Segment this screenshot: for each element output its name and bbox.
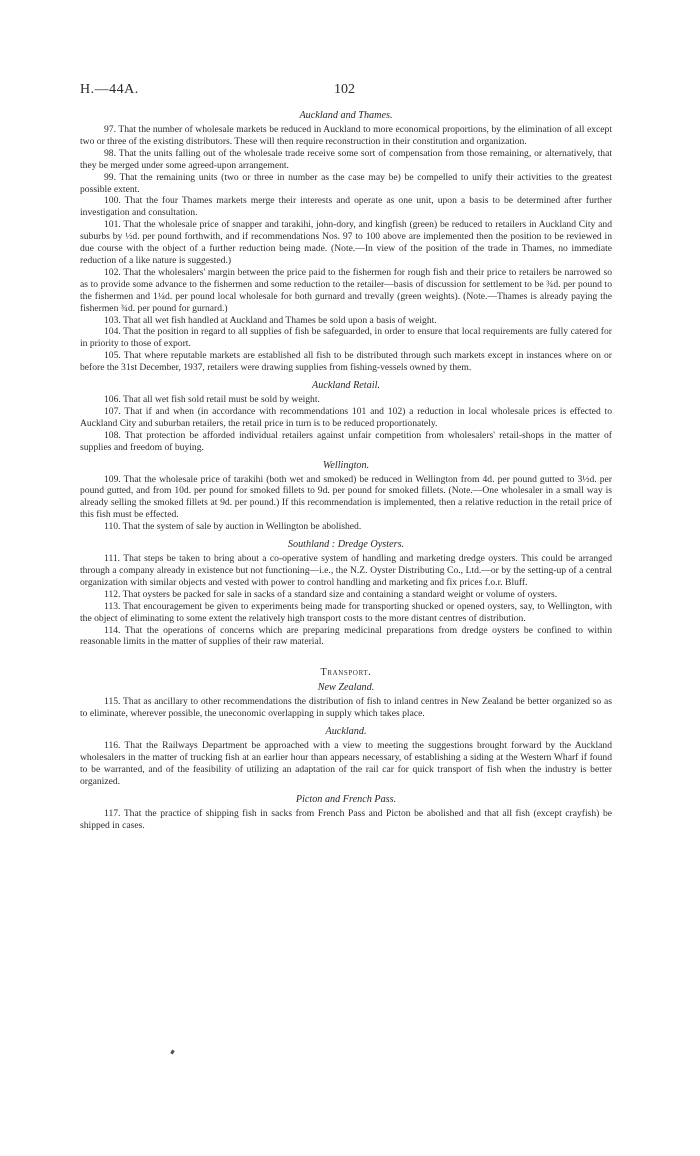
stray-ink-mark xyxy=(170,1050,175,1055)
section-heading: Auckland Retail. xyxy=(312,380,380,392)
paragraph-113: 113. That encouragement be given to experiments being made for transporting shucked or opened oysters, say, to Wellington, with the object of eliminating to some extent the relatively high transport costs to the more distant centres of distribution. xyxy=(80,600,612,624)
transport-title: Transport. xyxy=(320,667,372,679)
subsection-heading: New Zealand. xyxy=(317,682,375,694)
page-header xyxy=(80,82,612,104)
paragraph-97: 97. That the number of wholesale markets be reduced in Auckland to more economical proportions, by the elimination of all except two or three of the existing distributors. These will then require reconstruction in their constitution and organization. xyxy=(80,124,612,147)
paragraph-117: 117. That the practice of shipping fish in sacks from French Pass and Picton be abolished and that all fish (except crayfish) be shipped in cases. xyxy=(80,807,612,831)
paragraph-99: 99. That the remaining units (two or three in number as the case may be) be compelled to unify their activities to the greatest possible extent. xyxy=(80,171,612,195)
paragraph-102: 102. That the wholesalers' margin between the price paid to the fishermen for rough fish and their price to retailers be narrowed so as to provide some advance to the fishermen and some reduction to the retailer—basis of discussion for settlement to be ¾d. per pound to the fishermen and 1¼d. per pound local wholesale for both gurnard and trevally (green weights). (Note.—Thames is already paying the fishermen ¾d. per pound for gurnard.) xyxy=(80,266,612,314)
paragraph-116: 116. That the Railways Department be approached with a view to meeting the suggestions brought forward by the Auckland wholesalers in the matter of trucking fish at an earlier hour than appears necessary, of establishing a siding at the Western Wharf if found to be warranted, and of the feasibility of utilizing an adaptation of the rail car for quick transport of fish when the industry is better organized. xyxy=(80,740,612,787)
section-heading: Auckland and Thames. xyxy=(299,110,393,121)
section-heading: Wellington. xyxy=(322,459,370,471)
section-auckland-thames xyxy=(80,109,612,374)
paragraph-107: 107. That if and when (in accordance with recommendations 101 and 102) a reduction in local wholesale prices is effected to Auckland City and suburban retailers, the retail price in turn is to be reduced proportionately. xyxy=(80,405,612,429)
paragraph-111: 111. That steps be taken to bring about a co-operative system of handling and marketing dredge oysters. This could be arranged through a company already in existence but not functioning—i.e., the N.Z. Oyster Distributing Co., Ltd.—or by the setting-up of a central organization with similar objects and vested with power to control handling and marketing and fix prices f.o.r. Bluff. xyxy=(80,553,612,588)
section-heading: Southland : Dredge Oysters. xyxy=(287,539,405,551)
paragraph-112: 112. That oysters be packed for sale in sacks of a standard size and containing a standard weight or volume of oysters. xyxy=(104,588,558,600)
paragraph-106: 106. That all wet fish sold retail must be sold by weight. xyxy=(104,394,320,406)
page-number: 102 xyxy=(334,82,355,97)
paragraph-98: 98. That the units falling out of the wholesale trade receive some sort of compensation from those remaining, or alternatively, that they be merged under some agreed-upon arrangement. xyxy=(80,147,612,171)
paragraph-101: 101. That the wholesale price of snapper and tarakihi, john-dory, and kingfish (green) be reduced to retailers in Auckland City and suburbs by ½d. per pound forthwith, and if recommendations Nos. 97 to 100 above are implemented then the position to be reviewed in due course with the object of a further reduction being made. (Note.—In view of the position of the trade in Thames, no immediate reduction of a like nature is suggested.) xyxy=(80,219,612,266)
paragraph-104: 104. That the position in regard to all supplies of fish be safeguarded, in order to ensure that local requirements are fully catered for in priority to those of export. xyxy=(80,326,612,350)
paragraph-109: 109. That the wholesale price of tarakihi (both wet and smoked) be reduced in Wellington from 4d. per pound gutted to 3½d. per pound gutted, and from 10d. per pound for smoked fillets to 9d. per pound for smoked fillets. (Note.—One wholesaler in a small way is already selling the smoked fillets at 9d. per pound.) If this recommendation is implemented, then a relative reduction in the retail price of this fish must be effected. xyxy=(80,473,612,521)
section-auckland-retail xyxy=(80,379,612,454)
section-transport xyxy=(80,666,612,831)
section-wellington xyxy=(80,459,612,534)
paragraph-108: 108. That protection be afforded individual retailers against unfair competition from wholesalers' retail-shops in the matter of supplies and freedom of buying. xyxy=(80,429,612,453)
subsection-heading: Picton and French Pass. xyxy=(295,793,397,805)
paragraph-103: 103. That all wet fish handled at Auckland and Thames be sold upon a basis of weight. xyxy=(104,314,437,326)
paragraph-100: 100. That the four Thames markets merge their interests and operate as one unit, upon a basis to be determined after further investigation and consultation. xyxy=(80,195,612,219)
document-reference: H.—44A. xyxy=(80,82,139,97)
paragraph-114: 114. That the operations of concerns which are preparing medicinal preparations from dredge oysters be confined to within reasonable limits in the matter of supplies of their raw material. xyxy=(80,624,612,648)
paragraph-105: 105. That where reputable markets are established all fish to be distributed through such markets except in instances where on or before the 31st December, 1937, retailers were drawing supplies from fishing-vessels owned by them. xyxy=(80,350,612,374)
document-page xyxy=(80,82,612,832)
paragraph-110: 110. That the system of sale by auction in Wellington be abolished. xyxy=(104,521,362,533)
subsection-heading: Auckland. xyxy=(325,726,367,738)
section-southland-dredge-oysters xyxy=(80,538,612,648)
paragraph-115: 115. That as ancillary to other recommendations the distribution of fish to inland centres in New Zealand be better organized so as to eliminate, wherever possible, the uneconomic overlapping in supply which takes place. xyxy=(80,696,612,720)
